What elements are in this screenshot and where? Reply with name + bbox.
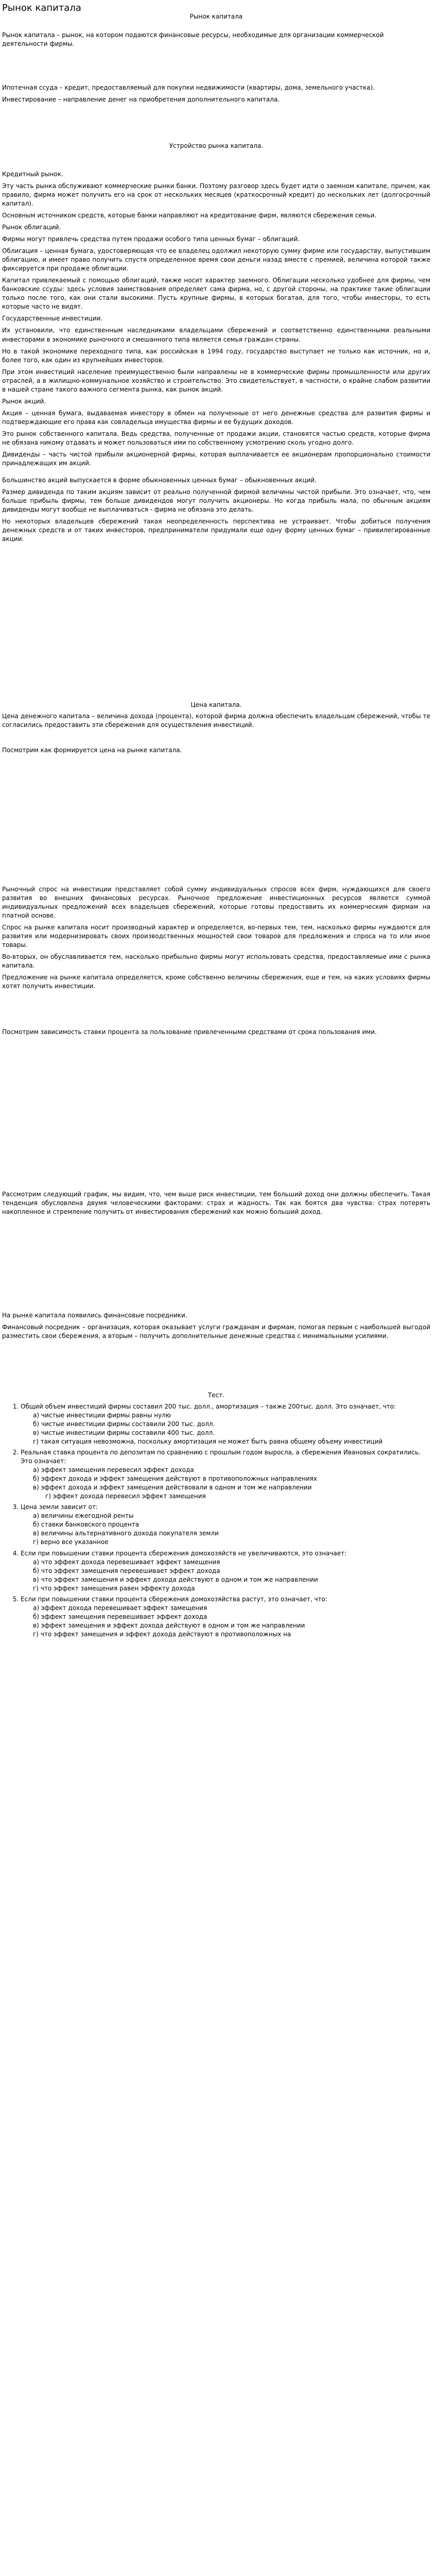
paragraph: Это рынок собственного капитала. Ведь средства, полученные от продажи акции, становятся частью средств, которые фирма не обязана никому отдавать и может пользоваться ими по собственному усмотрению сколь угодно долго. xyxy=(2,430,430,446)
section-price xyxy=(2,712,430,733)
paragraph: Фирмы могут привлечь средства путем продажи особого типа ценных бумаг – облигаций. xyxy=(2,235,300,243)
answer-option: г) такая ситуация невозможна, поскольку амортизация не может быть равна общему объему инвестиций xyxy=(33,1438,383,1446)
paragraph: Предложение на рынке капитала определяется, кроме собственно величины сбережения, еще и тем, на каких условиях фирмы хотят получить инвестиции. xyxy=(2,974,430,990)
section-definitions xyxy=(2,83,430,107)
paragraph: Основным источником средств, которые банки направляют на кредитование фирм, являются сбережения семьи. xyxy=(2,212,377,219)
paragraph: Рынок акций. xyxy=(2,397,46,405)
paragraph: Цена денежного капитала – величина дохода (процента), которой фирма должна обеспечить владельцам сбережений, чтобы те согласились предоставить эти сбережения для осуществления инвестиций. xyxy=(2,713,430,729)
answer-option: б) чистые инвестиции фирмы составили 200 тыс. долл. xyxy=(33,1420,215,1428)
answer-option: б) эффект дохода и эффект замещения действуют в противоположных направлениях xyxy=(33,1475,318,1483)
paragraph: Рассмотрим следующий график, мы видим, что, чем выше риск инвестиции, тем больший доход они должны обеспечить. Такая тенденция обусловлена двумя человеческими факторами: страх и жадность. Так как боятся два чувства: страх потерять накопленное и стремление получить от инвестирования сбережений как можно больший доход. xyxy=(2,1191,430,1216)
answer-option: б) ставки банковского процента xyxy=(33,1521,139,1529)
section-heading-price: Цена капитала. xyxy=(190,701,242,708)
paragraph: Но в такой экономике переходного типа, как российская в 1994 году, государство выступает не только как источник, но и, более того, как один из крупнейших инвесторов. xyxy=(2,347,430,364)
paragraph: Ипотечная ссуда – кредит, предоставляемый для покупки недвижимости (квартиры, дома, земельного участка). xyxy=(2,84,375,91)
question: 2. Реальная ставка процента по депозитам по сравнению с прошлым годом выросла, а сбережения Ивановых сократились. Это означает: а) эффект замещения перевесил эффект дохода б) эффект дохода и эффект замещения действуют в противоположных направлениях в) эффект дохода и эффект замещения действовали в одном и том же направлении г) эффект дохода перевесил эффект замещения xyxy=(21,1448,430,1501)
paragraph: Но некоторых владельцев сбережений такая неопределенность перспектива не устраивает. Чтобы добиться получения денежных средств и от таких инвесторов, предприниматели придумали еще одну форму ценных бумаг – привилегированные акции. xyxy=(2,518,430,543)
paragraph: Эту часть рынка обслуживают коммерческие рынки банки. Поэтому разговор здесь будет идти о заемном капитале, причем, как правило, фирма может получить его на срок от нескольких месяцев (краткосрочный кредит) до нескольких лет (долгосрочный капитал). xyxy=(2,182,430,208)
paragraph: Финансовый посредник – организация, которая оказывает услуги гражданам и фирмам, помогая первым с наибольшей выгодой разместить свои сбережения, а вторым – получить дополнительные денежные средства с минимальными усилиями. xyxy=(2,1324,430,1340)
answer-option: а) величины ежегодной ренты xyxy=(33,1512,134,1520)
section-rate-term xyxy=(2,1028,430,1040)
answer-option: а) чистые инвестиции фирмы равны нулю xyxy=(33,1412,171,1419)
answer-option: г) верно все указанное xyxy=(33,1538,109,1546)
section-intermediaries xyxy=(2,1311,430,1344)
section-heading-structure: Устройство рынка капитала. xyxy=(169,142,264,149)
question: 3. Цена земли зависит от: а) величины ежегодной ренты б) ставки банковского процента в) величины альтернативного дохода покупателя земли г) верно все указанное xyxy=(21,1503,430,1547)
answer-option: б) эффект замещения перевешивает эффект дохода xyxy=(33,1613,207,1620)
paragraph: При этом инвестиций население преимущественно были направлены не в коммерческие фирмы промышленности или других отраслей, а в жилищно-коммунальное хозяйство и строительство. Это свидетельствует, в частности, о крайне слабом развитии в нашей стране такого важного сегмента рынка, как рынок акций. xyxy=(2,368,430,393)
paragraph: Облигация – ценная бумага, удостоверяющая что ее владелец одолжил некоторую сумму фирме или государству, выпустившим облигацию, и имеет право получить спустя определенное время свои деньги назад вместе с премией, величина которой также фиксируется при продаже облигации. xyxy=(2,247,430,273)
answer-option: а) что эффект дохода перевешивает эффект замещения xyxy=(33,1558,220,1566)
question: 4. Если при повышении ставки процента сбережения домохозяйств не увеличиваются, это означает: а) что эффект дохода перевешивает эффект замещения б) что эффект замещения перевешивает эффект дохода в) что эффект замещения и эффект дохода действуют в одном и том же направлении г) что эффект замещения равен эффекту дохода xyxy=(21,1549,430,1593)
paragraph: Спрос на рынке капитала носит производный характер и определяется, во-первых тем, тем, насколько фирмы нуждаются для развития или модернизировать своих производственных мощностей свои товаров для предложения и спроса на то или иное товары. xyxy=(2,924,430,949)
paragraph: Дивиденды – часть чистой прибыли акционерной фирмы, которая выплачивается ее акционерам пропорционально стоимости принадлежащих им акций. xyxy=(2,450,430,467)
paragraph: Рыночный спрос на инвестиции представляет собой сумму индивидуальных спросов всех фирм, нуждающихся для своего развития во внешних финансовых ресурсах. Рыночное предложение инвестиционных ресурсов является суммой индивидуальных предложений всех владельцев сбережений, которые готовы предоставить их коммерческим фирмам на платной основе. xyxy=(2,886,430,920)
test-heading: Тест. xyxy=(207,1392,225,1399)
paragraph: Во-вторых, он обуславливается тем, насколько прибыльно фирмы могут использовать средства, предоставляемые ими с рынка капитала. xyxy=(2,953,430,970)
paragraph: На рынке капитала появились финансовые посредники. xyxy=(2,1312,187,1319)
section-demand-supply xyxy=(2,885,430,994)
section-price-note xyxy=(2,746,430,758)
paragraph: Посмотрим зависимость ставки процента за пользование привлеченными средствами от срока пользования ими. xyxy=(2,1028,377,1036)
paragraph: Государственные инвестиции. xyxy=(2,315,103,323)
test-questions xyxy=(2,1402,430,1641)
answer-option: б) что эффект замещения перевешивает эффект дохода xyxy=(33,1567,220,1574)
answer-option: а) эффект дохода перевешивает эффект замещения xyxy=(33,1604,207,1612)
paragraph: Инвестирование – направление денег на приобретения дополнительного капитала. xyxy=(2,96,280,104)
answer-option: в) что эффект замещения и эффект дохода действуют в одном и том же направлении xyxy=(33,1575,318,1583)
paragraph: Рынок капитала – рынок, на котором подаются финансовые ресурсы, необходимые для организации коммерческой деятельности фирмы. xyxy=(2,31,384,48)
paragraph: Их установили, что единственным наследниками владельцами сбережений и соответственно единственными реальными инвесторами в экономике рыночного и смешанного типа является семья граждан страны. xyxy=(2,327,430,343)
answer-option: в) чистые инвестиции фирмы составили 400 тыс. долл. xyxy=(33,1429,215,1437)
section-structure xyxy=(2,170,430,547)
question: 1. Общий объем инвестиций фирмы составил 200 тыс. долл., амортизация – также 200тыс. долл. Это означает, что: а) чистые инвестиции фирмы равны нулю б) чистые инвестиции фирмы составили 200 тыс. долл. в) чистые инвестиции фирмы составили 400 тыс. долл. г) такая ситуация невозможна, поскольку амортизация не может быть равна общему объему инвестиций xyxy=(21,1402,430,1446)
section-heading-market: Рынок капитала xyxy=(189,13,243,20)
answer-option: в) эффект дохода и эффект замещения действовали в одном и том же направлении xyxy=(33,1484,312,1492)
paragraph: Капитал привлекаемый с помощью облигаций, также носит характер заемного. Облигации несколько удобнее для фирмы, чем банковские ссуды: здесь условия заимствования определяет сама фирма, но, с другой стороны, на практике такие облигации только после того, как они стали высокими. Пусть крупные фирмы, в которых богатая, для того, чтобы инвесторы, то есть которые часто не видят. xyxy=(2,277,430,311)
paragraph: Акция – ценная бумага, выдаваемая инвестору в обмен на полученные от него денежные средства для развития фирмы и подтверждающие его права как совладельца имущества фирмы и ее будущих доходов. xyxy=(2,409,430,426)
answer-option: в) величины альтернативного дохода покупателя земли xyxy=(33,1530,219,1537)
paragraph: Рынок облигаций. xyxy=(2,224,61,231)
paragraph: Кредитный рынок. xyxy=(2,171,63,178)
section-risk xyxy=(2,1190,430,1219)
answer-option: а) эффект замещения перевесил эффект дохода xyxy=(33,1466,194,1474)
answer-option: г) эффект дохода перевесил эффект замещения xyxy=(45,1493,206,1500)
page-title: Рынок капитала xyxy=(2,3,81,13)
answer-option: в) эффект замещения и эффект дохода действуют в одном и том же направлении xyxy=(33,1621,305,1629)
answer-option: г) что эффект замещения и эффект дохода действуют в противоположных на xyxy=(33,1630,291,1638)
question: 5. Если при повышении ставки процента сбережения домохозяйства растут, это означает, что: а) эффект дохода перевешивает эффект замещения б) эффект замещения перевешивает эффект дохода в) эффект замещения и эффект дохода действуют в одном и том же направлении г) что эффект замещения и эффект дохода действуют в противоположных на xyxy=(21,1595,430,1639)
section-market-intro xyxy=(2,31,430,52)
paragraph: Размер дивиденда по таким акциям зависит от реально полученной фирмой величины чистой прибыли. Это означает, что, чем больше прибыль фирмы, тем больше дивидендов могут получить акционеры. Но когда прибыль мала, по обычным акциям дивиденды могут вообще не выплачиваться - фирма не обязана это делать. xyxy=(2,488,430,513)
paragraph: Посмотрим как формируется цена на рынке капитала. xyxy=(2,747,182,754)
paragraph: Большинство акций выпускается в форме обыкновенных ценных бумаг – обыкновенных акций. xyxy=(2,476,317,484)
answer-option: г) что эффект замещения равен эффекту дохода xyxy=(33,1584,195,1592)
